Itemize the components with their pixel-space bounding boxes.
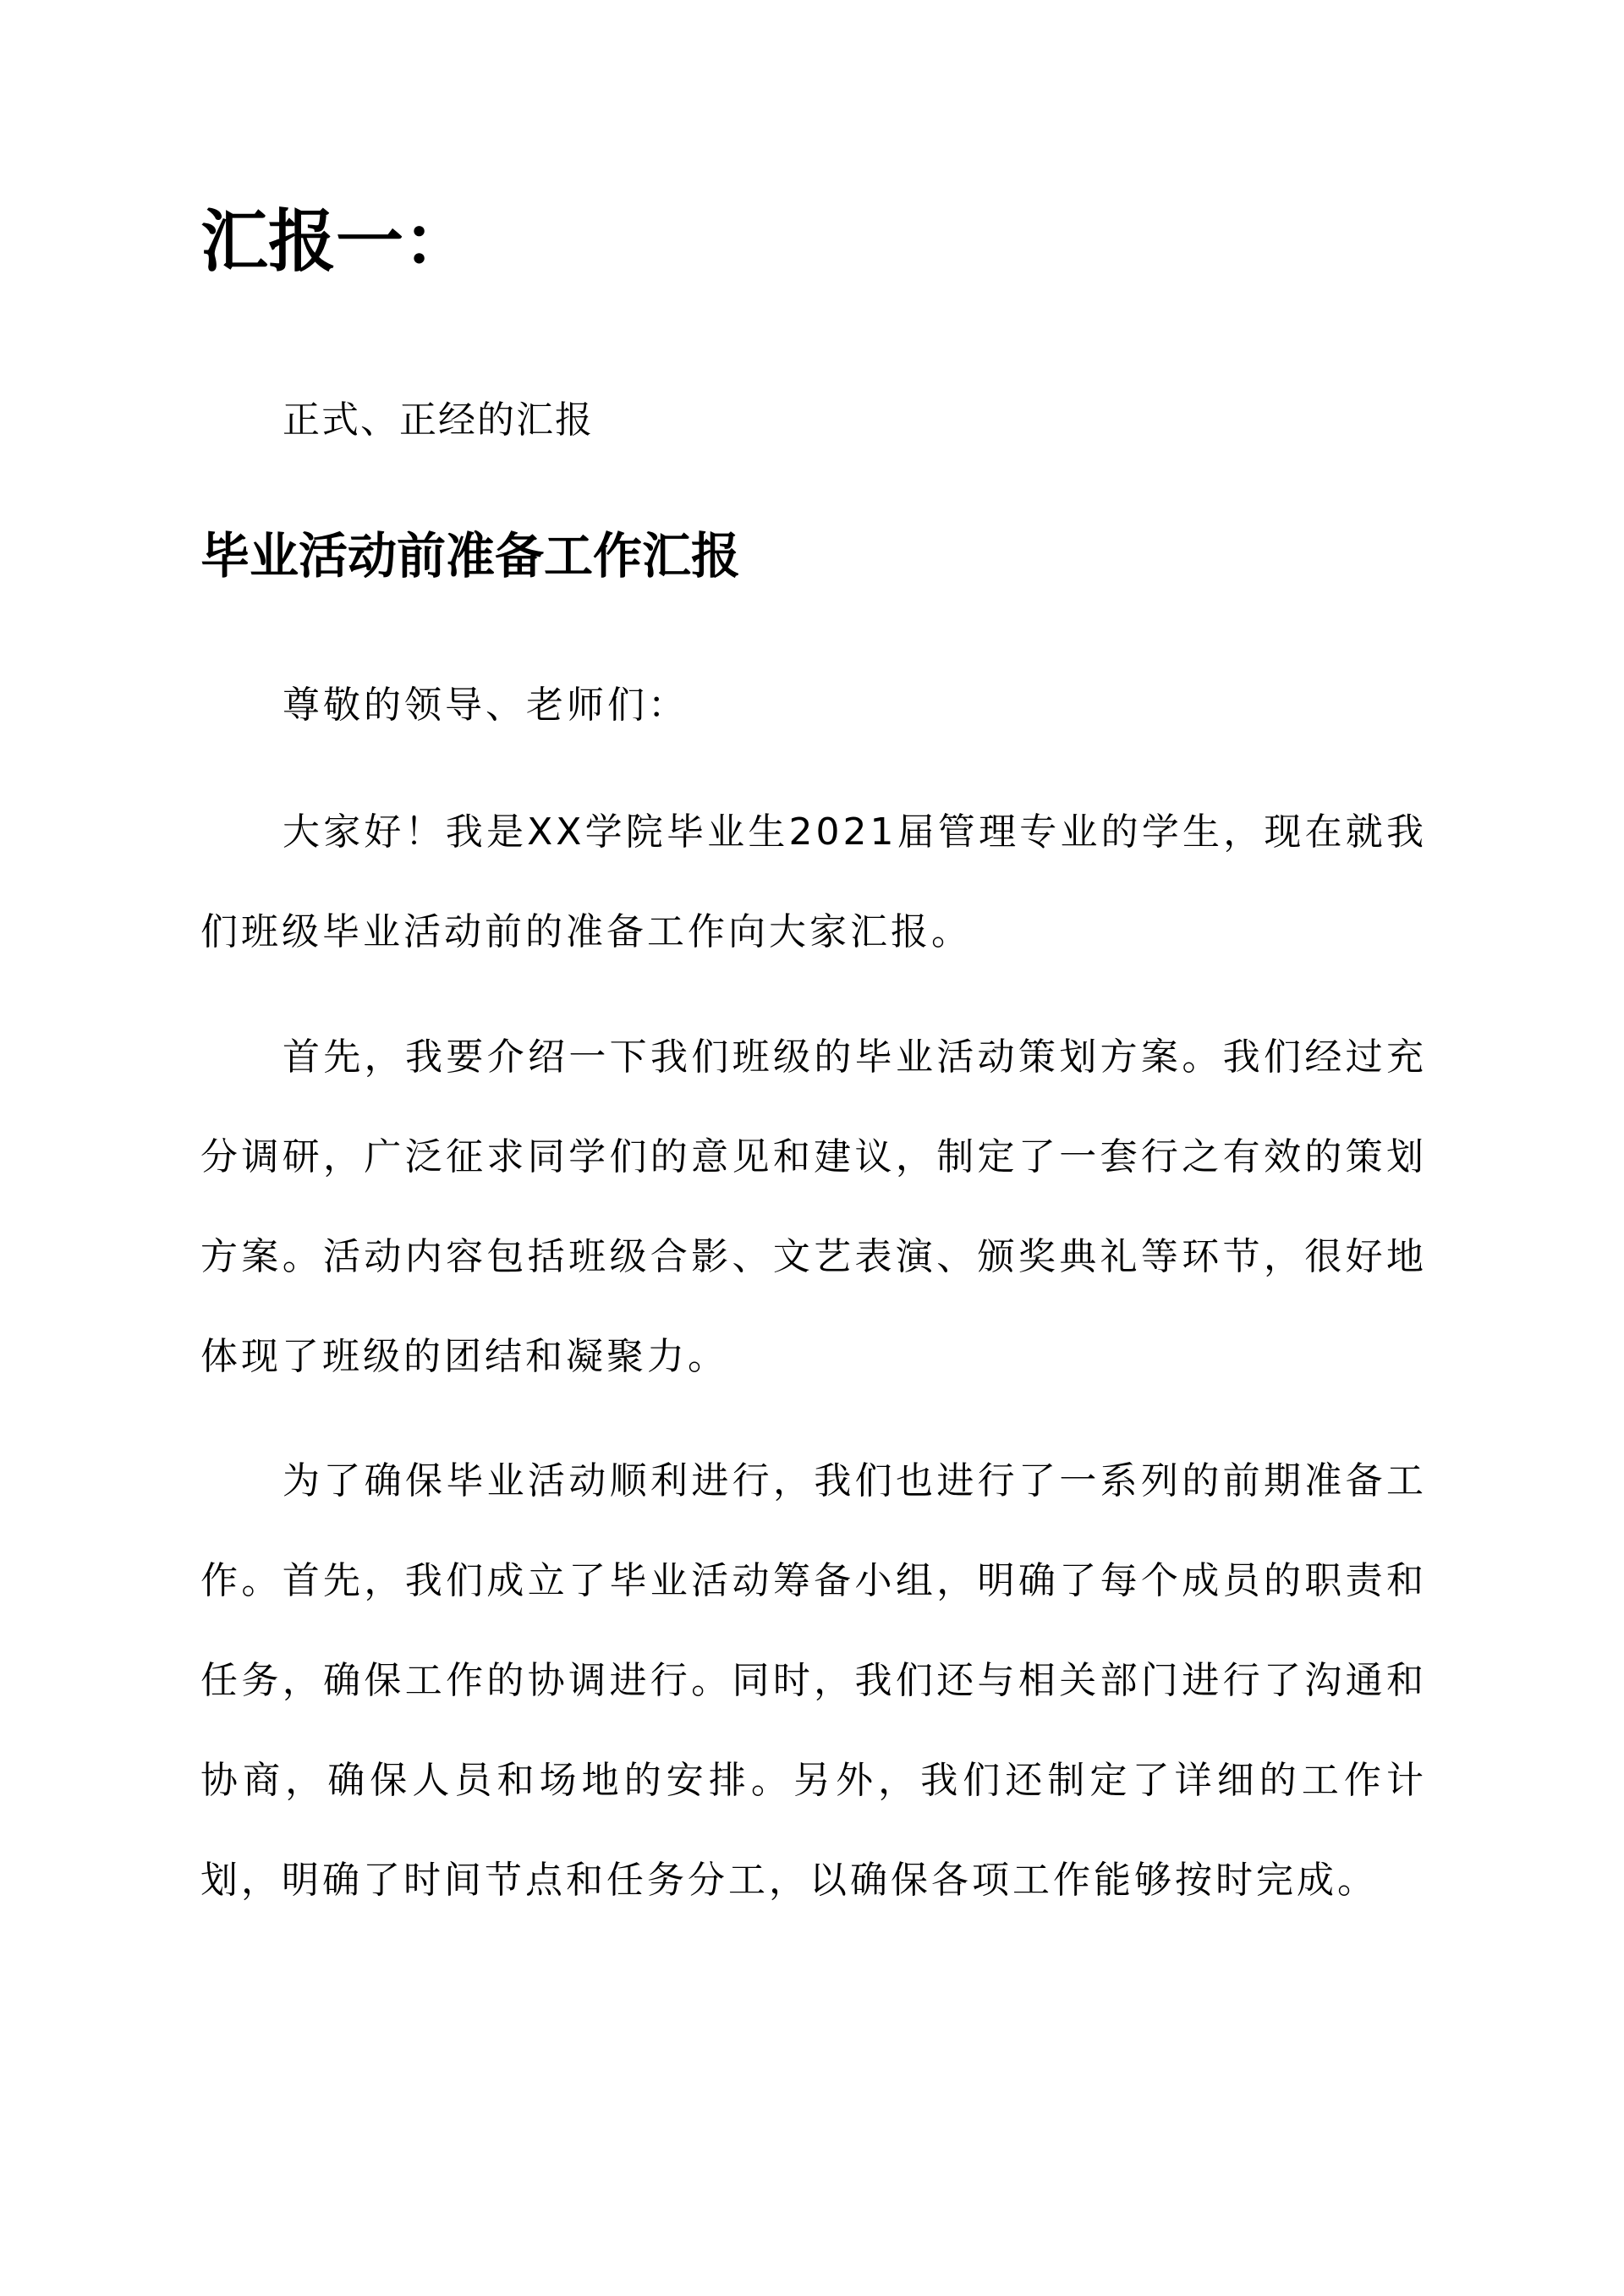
body-paragraph-intro: 大家好！我是XX学院毕业生2021届管理专业的学生，现在就我们班级毕业活动前的准备工作向大家汇报。	[200, 810, 1427, 953]
body-paragraph-plan: 首先，我要介绍一下我们班级的毕业活动策划方案。我们经过充分调研，广泛征求同学们的意见和建议，制定了一套行之有效的策划方案。活动内容包括班级合影、文艺表演、颁奖典礼等环节，很好地体现了班级的团结和凝聚力。	[200, 1035, 1427, 1378]
greeting-paragraph: 尊敬的领导、老师们：	[283, 684, 689, 727]
body-paragraph-preparation: 为了确保毕业活动顺利进行，我们也进行了一系列的前期准备工作。首先，我们成立了毕业活动筹备小组，明确了每个成员的职责和任务，确保工作的协调进行。同时，我们还与相关部门进行了沟通和协商，确保人员和场地的安排。另外，我们还制定了详细的工作计划，明确了时间节点和任务分工，以确保各项工作能够按时完成。	[200, 1459, 1427, 1902]
document-subtitle: 正式、正经的汇报	[283, 398, 594, 442]
report-title: 毕业活动前准备工作汇报	[200, 527, 741, 585]
document-heading: 汇报一：	[200, 201, 471, 281]
